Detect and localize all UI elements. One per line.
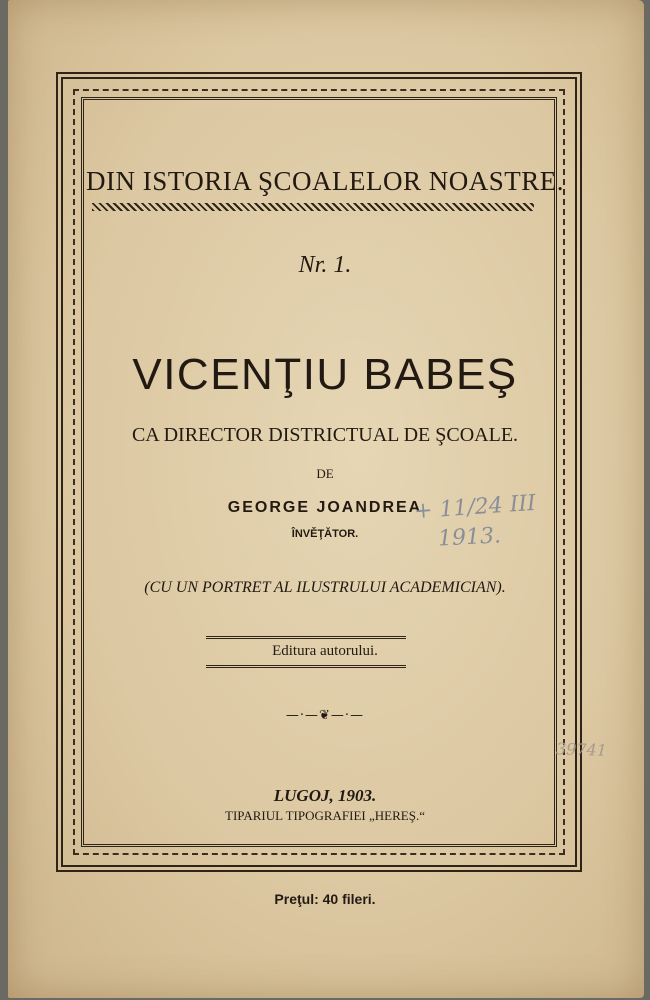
publisher-top-rule <box>206 636 406 639</box>
zigzag-rule <box>92 203 534 211</box>
publisher-label: Editura autorului. <box>272 643 378 659</box>
handwritten-date: + 11/24 III <box>413 490 537 525</box>
printer-line: TIPARIUL TIPOGRAFIEI „HEREŞ.“ <box>225 808 425 823</box>
author-name: GEORGE JOANDREA <box>227 499 423 516</box>
book-title: VICENŢIU BABEŞ <box>132 350 518 399</box>
handwritten-margin-note: 39741 <box>555 739 608 760</box>
publisher-bottom-rule <box>206 665 406 668</box>
price-label: Preţul: 40 fileri. <box>274 891 376 907</box>
author-role: ÎNVĚŢĂTOR. <box>291 528 359 540</box>
handwritten-year: 1913. <box>437 523 502 552</box>
book-subtitle: CA DIRECTOR DISTRICTUAL DE ŞCOALE. <box>131 424 519 446</box>
portrait-note: (CU UN PORTRET AL ILUSTRULUI ACADEMICIAN). <box>144 579 506 596</box>
issue-number: Nr. 1. <box>298 252 352 278</box>
by-label: DE <box>316 466 334 481</box>
ornament-divider: —·—❦—·— <box>285 708 365 723</box>
place-year: LUGOJ, 1903. <box>273 786 377 805</box>
series-title: DIN ISTORIA ŞCOALELOR NOASTRE. <box>85 166 565 196</box>
